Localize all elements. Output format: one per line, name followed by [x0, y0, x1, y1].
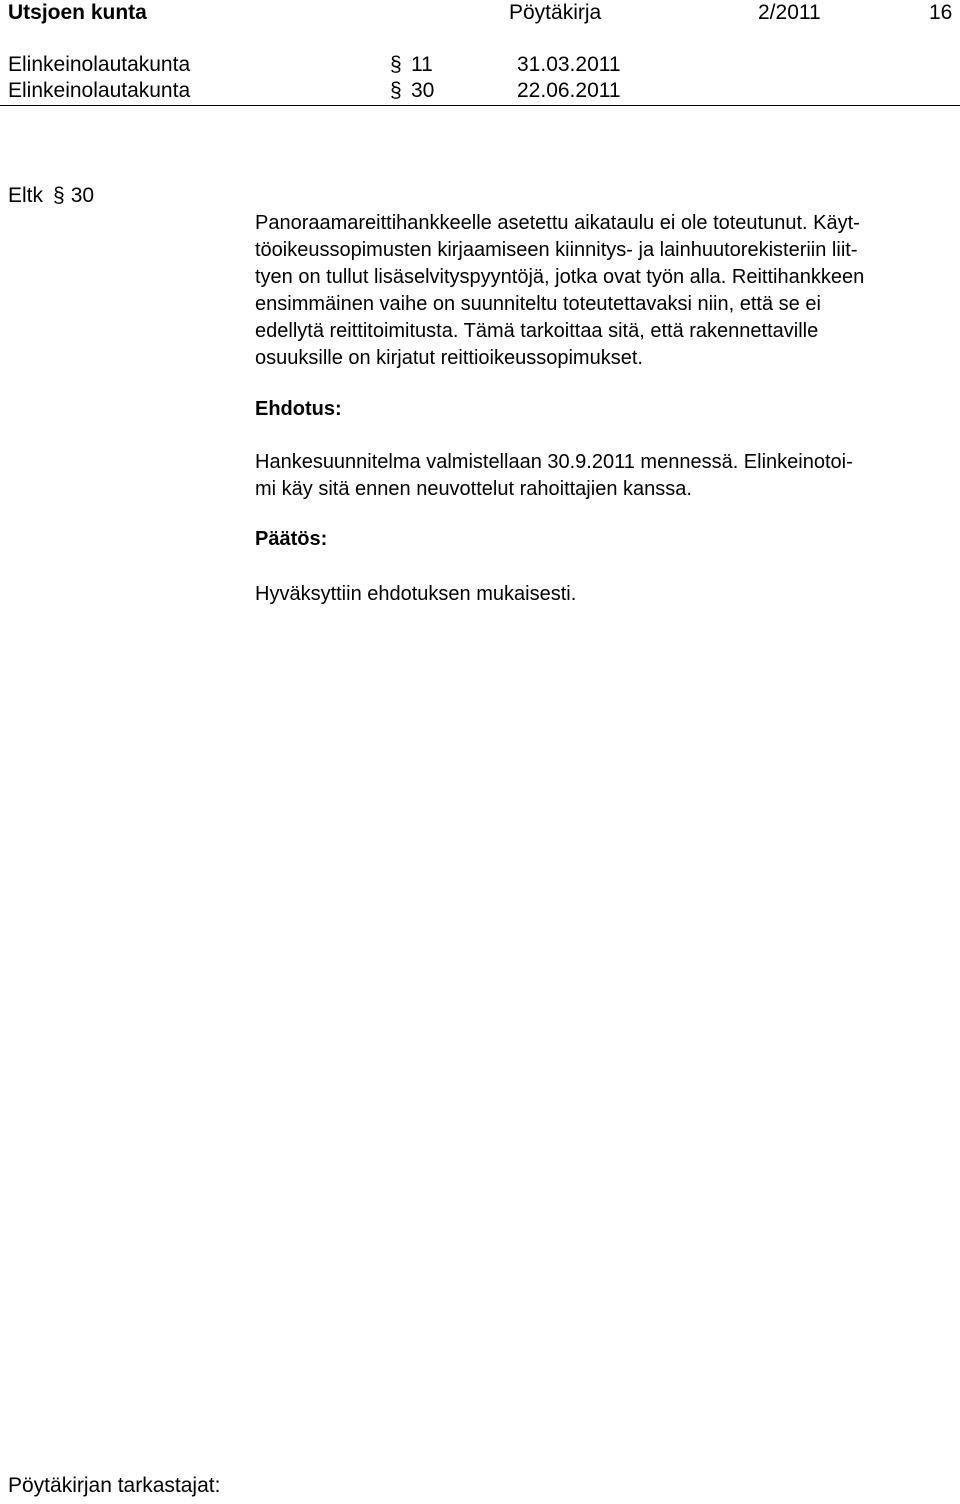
text-line: Hankesuunnitelma valmistellaan 30.9.2011 mennessä. Elinkeinotoi- — [255, 451, 853, 473]
meeting-date: 31.03.2011 — [517, 53, 621, 76]
text-line: töoikeussopimusten kirjaamiseen kiinnitys- ja lainhuutorekisteriin liit- — [255, 239, 858, 261]
section-reference — [8, 184, 94, 208]
header-divider — [0, 105, 960, 106]
text-line: Panoraamareittihankkeelle asetettu aikataulu ei ole toteutunut. Käyt- — [255, 212, 860, 234]
document-type: Pöytäkirja — [509, 1, 602, 24]
proposal-paragraph — [255, 449, 955, 503]
section-number: 30 — [70, 184, 95, 207]
section-symbol: § — [390, 79, 402, 102]
text-line: tyen on tullut lisäselvityspyyntöjä, jotka ovat työn alla. Reittihankkeen — [255, 266, 865, 288]
minutes-checkers-label: Pöytäkirjan tarkastajat: — [8, 1474, 221, 1497]
text-line: edellytä reittitoimitusta. Tämä tarkoittaa sitä, että rakennettaville — [255, 320, 819, 342]
decision-paragraph: Hyväksyttiin ehdotuksen mukaisesti. — [255, 583, 577, 605]
page-number: 16 — [929, 1, 953, 24]
meeting-row — [8, 53, 958, 79]
intro-paragraph — [255, 210, 955, 372]
decision-heading: Päätös: — [255, 528, 328, 550]
document-number: 2/2011 — [758, 1, 821, 24]
meeting-body-name: Elinkeinolautakunta — [8, 79, 191, 102]
organization-name: Utsjoen kunta — [8, 1, 147, 24]
text-line: ensimmäinen vaihe on suunniteltu toteutettavaksi niin, että se ei — [255, 293, 821, 315]
text-line: mi käy sitä ennen neuvottelut rahoittajien kanssa. — [255, 478, 692, 500]
section-symbol: § — [53, 184, 65, 207]
section-abbreviation: Eltk — [8, 184, 44, 207]
proposal-heading: Ehdotus: — [255, 398, 342, 420]
meeting-body-name: Elinkeinolautakunta — [8, 53, 191, 76]
meeting-date: 22.06.2011 — [517, 79, 621, 102]
meeting-row — [8, 79, 958, 105]
meeting-section-number: 11 — [411, 53, 433, 76]
meeting-section-number: 30 — [411, 79, 435, 102]
text-line: osuuksille on kirjatut reittioikeussopimukset. — [255, 347, 643, 369]
section-symbol: § — [390, 53, 402, 76]
